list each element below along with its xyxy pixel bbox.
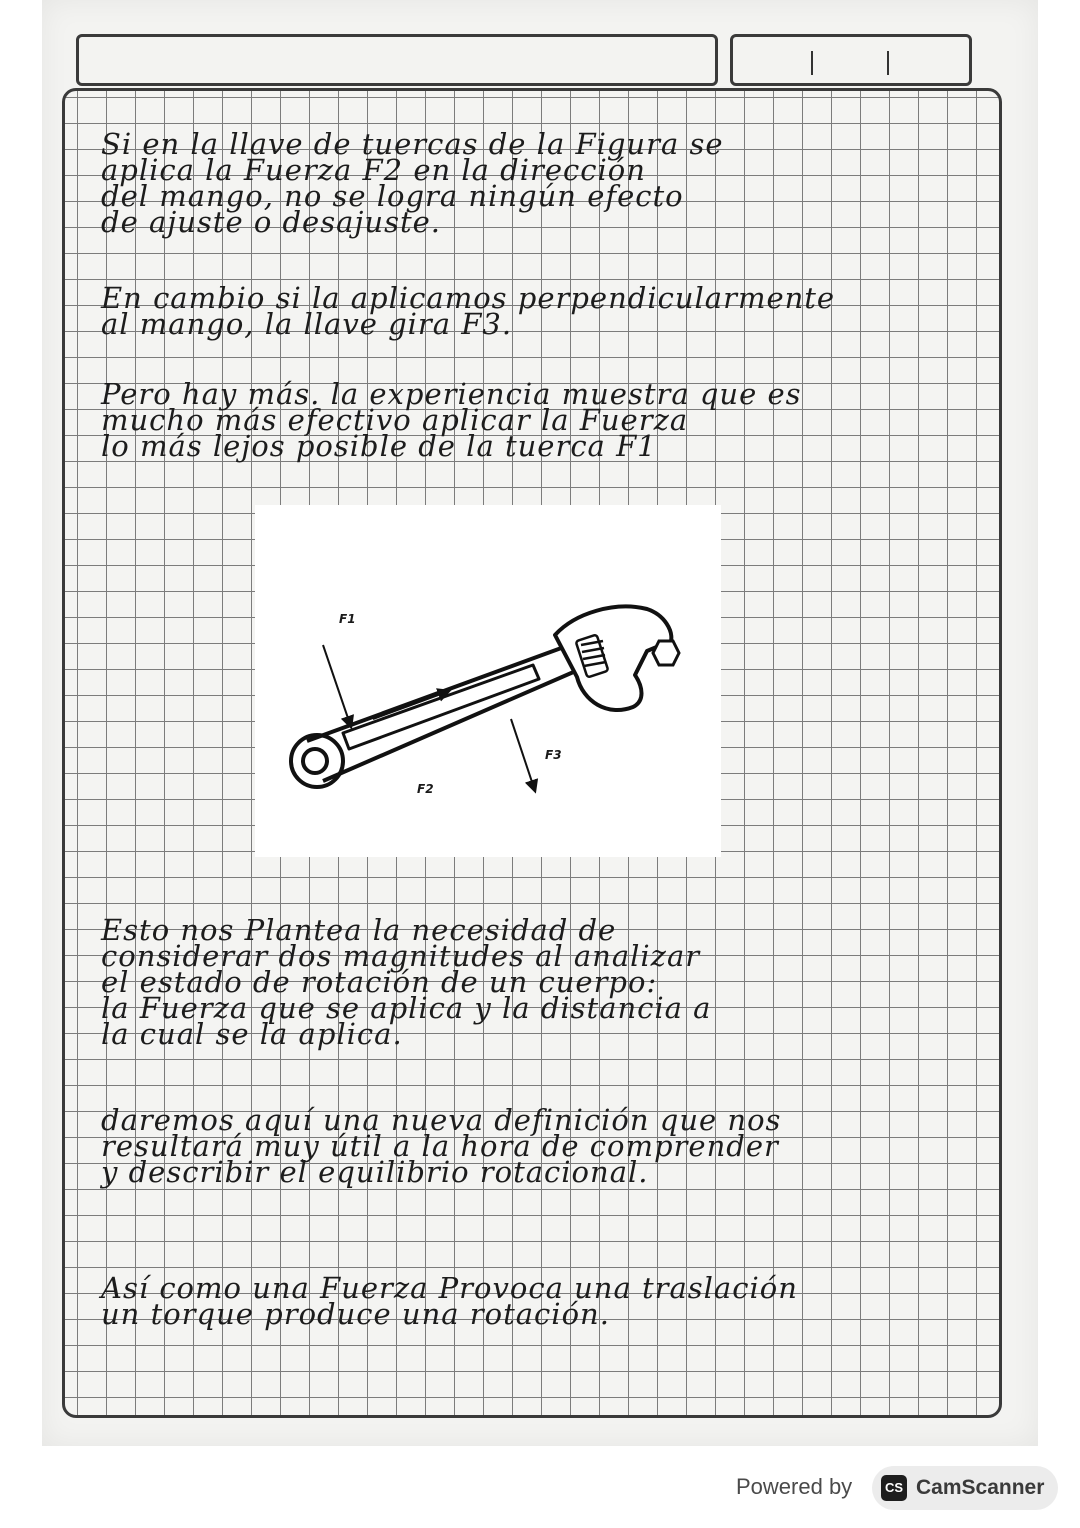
- text-line: considerar dos magnitudes al analizar: [101, 939, 701, 973]
- text-line: del mango, no se logra ningún efecto: [101, 179, 684, 213]
- text-line: la Fuerza que se aplica y la distancia a: [101, 991, 712, 1025]
- text-line: el estado de rotación de un cuerpo:: [101, 965, 658, 999]
- text-line: Pero hay más. la experiencia muestra que es: [101, 377, 802, 411]
- paragraph-5: [101, 1103, 782, 1189]
- wrench-body: [291, 607, 671, 787]
- label-f2: F2: [417, 782, 434, 796]
- paragraph-1: [101, 127, 724, 239]
- header-date-field: [730, 34, 972, 86]
- wrench-head: [555, 607, 671, 711]
- text-line: de ajuste o desajuste.: [101, 205, 441, 239]
- arrow-f1: [323, 645, 351, 727]
- wrench-diagram: [255, 505, 721, 857]
- arrow-f3: [511, 719, 535, 791]
- wrench-loop: [291, 735, 343, 787]
- text-line: Así como una Fuerza Provoca una traslación: [101, 1271, 798, 1305]
- date-divider: [811, 51, 813, 75]
- text-line: al mango, la llave gira F3.: [101, 307, 513, 341]
- text-line: resultará muy útil a la hora de comprender: [101, 1129, 779, 1163]
- wrench-figure: [255, 505, 721, 857]
- label-f1: F1: [339, 612, 356, 626]
- paragraph-2: [101, 281, 836, 341]
- text-line: un torque produce una rotación.: [101, 1297, 610, 1331]
- text-line: Esto nos Plantea la necesidad de: [101, 913, 617, 947]
- hex-nut: [653, 641, 679, 665]
- text-line: la cual se la aplica.: [101, 1017, 403, 1051]
- text-line: daremos aquí una nueva definición que nos: [101, 1103, 782, 1137]
- paragraph-6: [101, 1271, 798, 1331]
- text-line: aplica la Fuerza F2 en la dirección: [101, 153, 646, 187]
- camscanner-badge[interactable]: [872, 1466, 1058, 1510]
- notebook-page: [42, 0, 1038, 1446]
- wrench-hole: [303, 749, 327, 773]
- paragraph-3: [101, 377, 802, 463]
- text-line: Si en la llave de tuercas de la Figura se: [101, 127, 724, 161]
- grid-paper: [62, 88, 1002, 1418]
- wrench-slot: [343, 665, 539, 749]
- date-divider: [887, 51, 889, 75]
- label-f3: F3: [545, 748, 562, 762]
- paragraph-4: [101, 913, 712, 1051]
- header-title-field: [76, 34, 718, 86]
- text-line: mucho más efectivo aplicar la Fuerza: [101, 403, 689, 437]
- camscanner-brand-name: CamScanner: [916, 1476, 1045, 1499]
- camscanner-logo-icon: CS: [881, 1475, 907, 1501]
- text-line: y describir el equilibrio rotacional.: [101, 1155, 649, 1189]
- text-line: lo más lejos posible de la tuerca F1: [101, 429, 657, 463]
- powered-by-label: Powered by: [736, 1474, 853, 1499]
- text-line: En cambio si la aplicamos perpendicularmente: [101, 281, 836, 315]
